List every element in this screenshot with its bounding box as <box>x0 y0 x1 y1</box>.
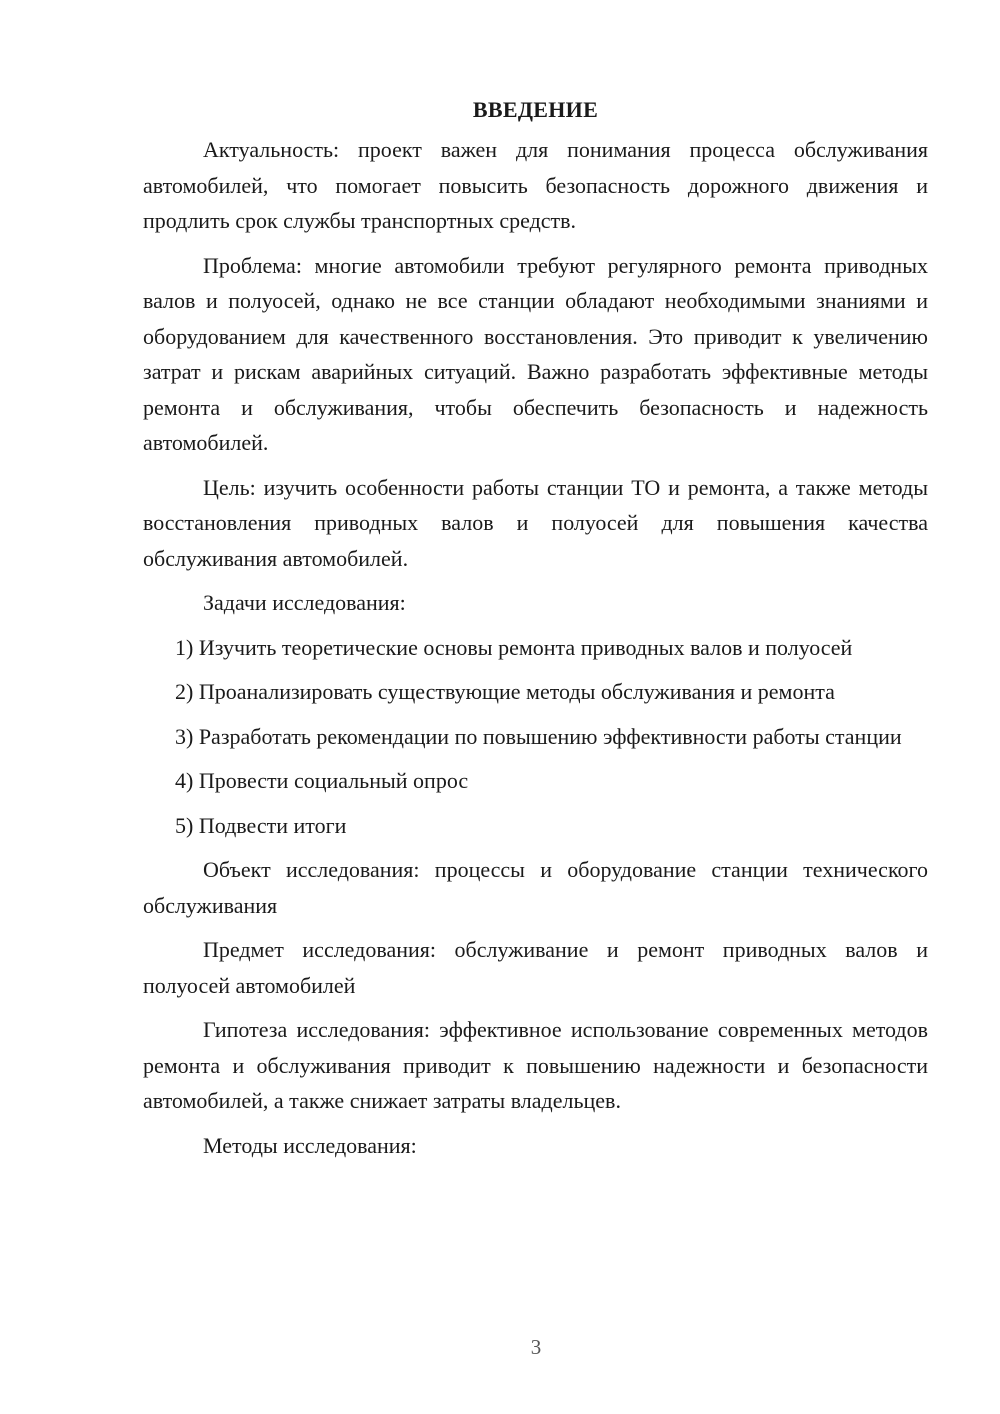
paragraph-problem: Проблема: многие автомобили требуют регулярного ремонта приводных валов и полуосей, однако не все станции обладают необходимыми знаниями и оборудованием для качественного восстановления. Это приводит к увеличению затрат и рискам аварийных ситуаций. Важно разработать эффективные методы ремонта и обслуживания, чтобы обеспечить безопасность и надежность автомобилей. <box>143 252 928 455</box>
tasks-heading: Задачи исследования: <box>203 590 406 615</box>
paragraph-hypothesis: Гипотеза исследования: эффективное использование современных методов ремонта и обслуживания приводит к повышению надежности и безопасности автомобилей, а также снижает затраты владельцев. <box>143 1017 928 1113</box>
task-item-2: 2) Проанализировать существующие методы обслуживания и ремонта <box>175 679 835 704</box>
page-number: 3 <box>530 1335 542 1359</box>
paragraph-subject: Предмет исследования: обслуживание и ремонт приводных валов и полуосей автомобилей <box>143 937 928 998</box>
task-item-5: 5) Подвести итоги <box>175 812 347 838</box>
task-item-1: 1) Изучить теоретические основы ремонта приводных валов и полуосей <box>175 634 853 660</box>
paragraph-object: Объект исследования: процессы и оборудование станции технического обслуживания <box>143 857 928 918</box>
document-page <box>143 90 928 1172</box>
paragraph-relevance: Актуальность: проект важен для понимания процесса обслуживания автомобилей, что помогает повысить безопасность дорожного движения и продлить срок службы транспортных средств. <box>143 137 928 233</box>
section-title: ВВЕДЕНИЕ <box>472 97 599 122</box>
paragraph-goal: Цель: изучить особенности работы станции ТО и ремонта, а также методы восстановления приводных валов и полуосей для повышения качества обслуживания автомобилей. <box>143 474 928 571</box>
task-item-4: 4) Провести социальный опрос <box>175 768 469 793</box>
task-item-3: 3) Разработать рекомендации по повышению эффективности работы станции <box>175 723 902 749</box>
methods-heading: Методы исследования: <box>203 1132 417 1158</box>
